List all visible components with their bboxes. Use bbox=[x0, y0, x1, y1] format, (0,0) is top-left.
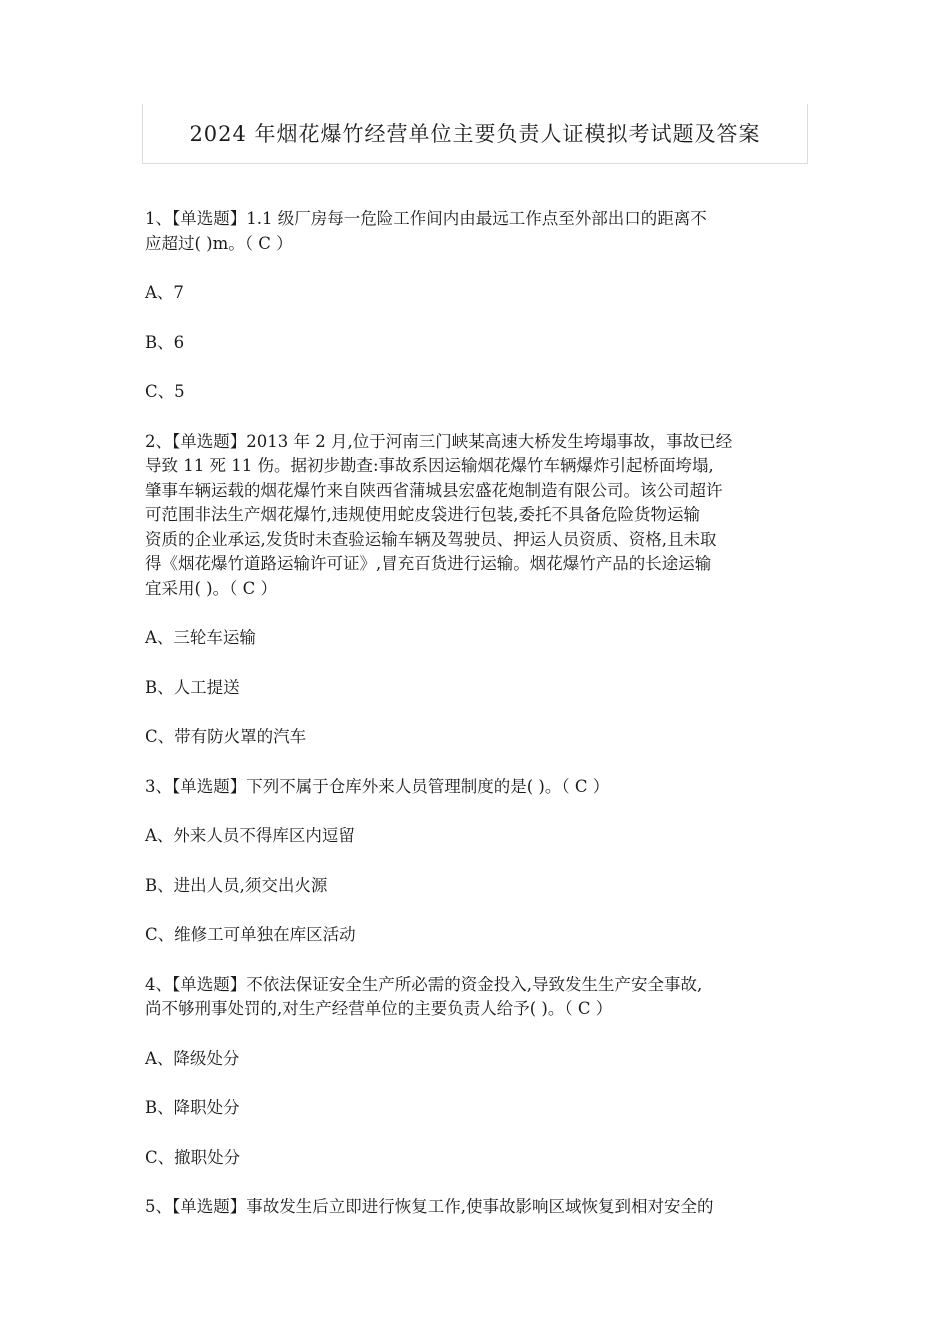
question-5 bbox=[145, 1195, 811, 1220]
question-text-line: 资质的企业承运,发货时未查验运输车辆及驾驶员、押运人员资质、资格,且未取 bbox=[145, 529, 717, 549]
question-text-line: 肇事车辆运载的烟花爆竹来自陕西省蒲城县宏盛花炮制造有限公司。该公司超许 bbox=[145, 480, 723, 500]
option-c: C、带有防火罩的汽车 bbox=[145, 727, 307, 746]
option-a: A、降级处分 bbox=[145, 1048, 240, 1068]
question-4 bbox=[145, 973, 811, 1022]
option-c: C、维修工可单独在库区活动 bbox=[145, 925, 356, 944]
question-2 bbox=[145, 430, 811, 602]
question-text-line: 尚不够刑事处罚的,对生产经营单位的主要负责人给予( )。（ C ） bbox=[145, 999, 613, 1018]
question-text-line: 可范围非法生产烟花爆竹,违规使用蛇皮袋进行包装,委托不具备危险货物运输 bbox=[145, 505, 700, 524]
title-box bbox=[142, 104, 808, 164]
option-b: B、进出人员,须交出火源 bbox=[145, 875, 328, 895]
option-a: A、7 bbox=[145, 283, 184, 302]
question-text-line: 1、【单选题】1.1 级厂房每一危险工作间内由最远工作点至外部出口的距离不 bbox=[145, 209, 707, 228]
option-b: B、6 bbox=[145, 332, 185, 352]
question-3 bbox=[145, 775, 811, 800]
question-text-line: 5、【单选题】事故发生后立即进行恢复工作,使事故影响区域恢复到相对安全的 bbox=[145, 1197, 714, 1216]
question-text-line: 宜采用( )。（ C ） bbox=[145, 578, 277, 598]
question-text-line: 得《烟花爆竹道路运输许可证》,冒充百货进行运输。烟花爆竹产品的长途运输 bbox=[145, 554, 712, 573]
option-a: A、三轮车运输 bbox=[145, 628, 256, 647]
question-text-line: 3、【单选题】下列不属于仓库外来人员管理制度的是( )。（ C ） bbox=[145, 776, 610, 796]
option-c: C、5 bbox=[145, 382, 185, 401]
option-b: B、降职处分 bbox=[145, 1098, 240, 1117]
option-c: C、撤职处分 bbox=[145, 1147, 241, 1167]
question-text-line: 2、【单选题】2013 年 2 月,位于河南三门峡某高速大桥发生垮塌事故，事故已经 bbox=[145, 431, 733, 451]
option-a: A、外来人员不得库区内逗留 bbox=[145, 826, 355, 845]
question-text-line: 应超过( )m。（ C ） bbox=[145, 233, 293, 253]
question-text-line: 导致 11 死 11 伤。据初步勘查:事故系因运输烟花爆竹车辆爆炸引起桥面垮塌, bbox=[145, 456, 714, 475]
option-b: B、人工提送 bbox=[145, 677, 240, 697]
question-list bbox=[145, 207, 811, 1245]
question-1 bbox=[145, 207, 811, 256]
document-title: 2024 年烟花爆竹经营单位主要负责人证模拟考试题及答案 bbox=[189, 122, 761, 146]
question-text-line: 4、【单选题】不依法保证安全生产所必需的资金投入,导致发生生产安全事故, bbox=[145, 974, 703, 994]
